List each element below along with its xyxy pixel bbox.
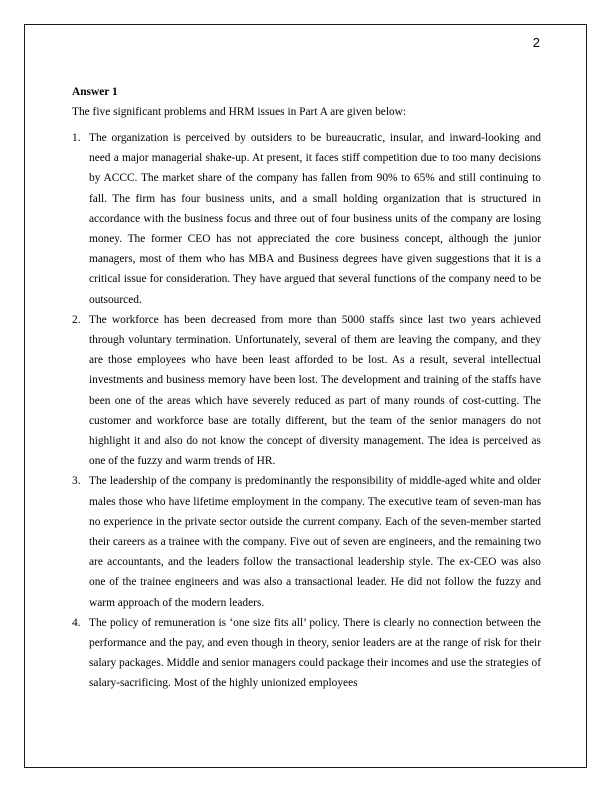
- list-item-text: The organization is perceived by outsiders to be bureaucratic, insular, and inward-looking and need a major managerial shake-up. At present, it faces stiff competition due to too many decisions by ACCC. The market share of the company has fallen from 90% to 65% and still continuing to fall. The firm has four business units, and a small holding organization that is structured in accordance with the business focus and three out of four business units of the company are losing money. The former CEO has not appreciated the core business concept, although the junior managers, most of them who has MBA and Business degrees have given suggestions that it is a critical issue for consideration. They have argued that several functions of the company need to be outsourced.: [89, 132, 541, 306]
- list-item-number: 2.: [72, 313, 81, 326]
- list-item: [72, 310, 541, 472]
- list-item: [72, 128, 541, 310]
- document-page: [24, 24, 587, 768]
- list-item-text: The policy of remuneration is ‘one size fits all’ policy. There is clearly no connection between the performance and the pay, and even though in theory, senior leaders are at the range of risk for their salary packages. Middle and senior managers could package their incomes and use the strategies of salary-sacrificing. Most of the highly unionized employees: [89, 616, 541, 690]
- intro-paragraph: The five significant problems and HRM issues in Part A are given below:: [72, 106, 407, 118]
- list-item: [72, 471, 541, 612]
- section-heading: Answer 1: [72, 86, 118, 98]
- list-item-number: 4.: [72, 616, 81, 629]
- list-item-number: 1.: [72, 132, 81, 144]
- list-item-number: 3.: [72, 475, 81, 488]
- document-body: [72, 83, 541, 694]
- list-item: [72, 613, 541, 694]
- list-item-text: The leadership of the company is predominantly the responsibility of middle-aged white and older males those who have lifetime employment in the company. The executive team of seven-man has no experience in the private sector outside the current company. Each of the seven-member started their careers as a trainee with the company. Five out of seven are engineers, and the remaining two are accountants, and the leaders follow the transactional leadership style. The ex-CEO was also one of the trainee engineers and was also a transactional leader. He did not follow the fuzzy and warm approach of the modern leaders.: [89, 475, 541, 609]
- list-item-text: The workforce has been decreased from more than 5000 staffs since last two years achieved through voluntary termination. Unfortunately, several of them are leaving the company, and they are those employees who have been least afforded to be lost. As a result, several intellectual investments and business memory have been lost. The development and training of the staffs have been one of the areas which have severely reduced as part of many rounds of cost-cutting. The customer and workforce base are totally different, but the team of the senior managers do not highlight it and also do not know the concept of diversity management. The idea is perceived as one of the fuzzy and warm trends of HR.: [89, 313, 541, 468]
- issues-list: [72, 128, 541, 694]
- page-number: 2: [532, 35, 540, 50]
